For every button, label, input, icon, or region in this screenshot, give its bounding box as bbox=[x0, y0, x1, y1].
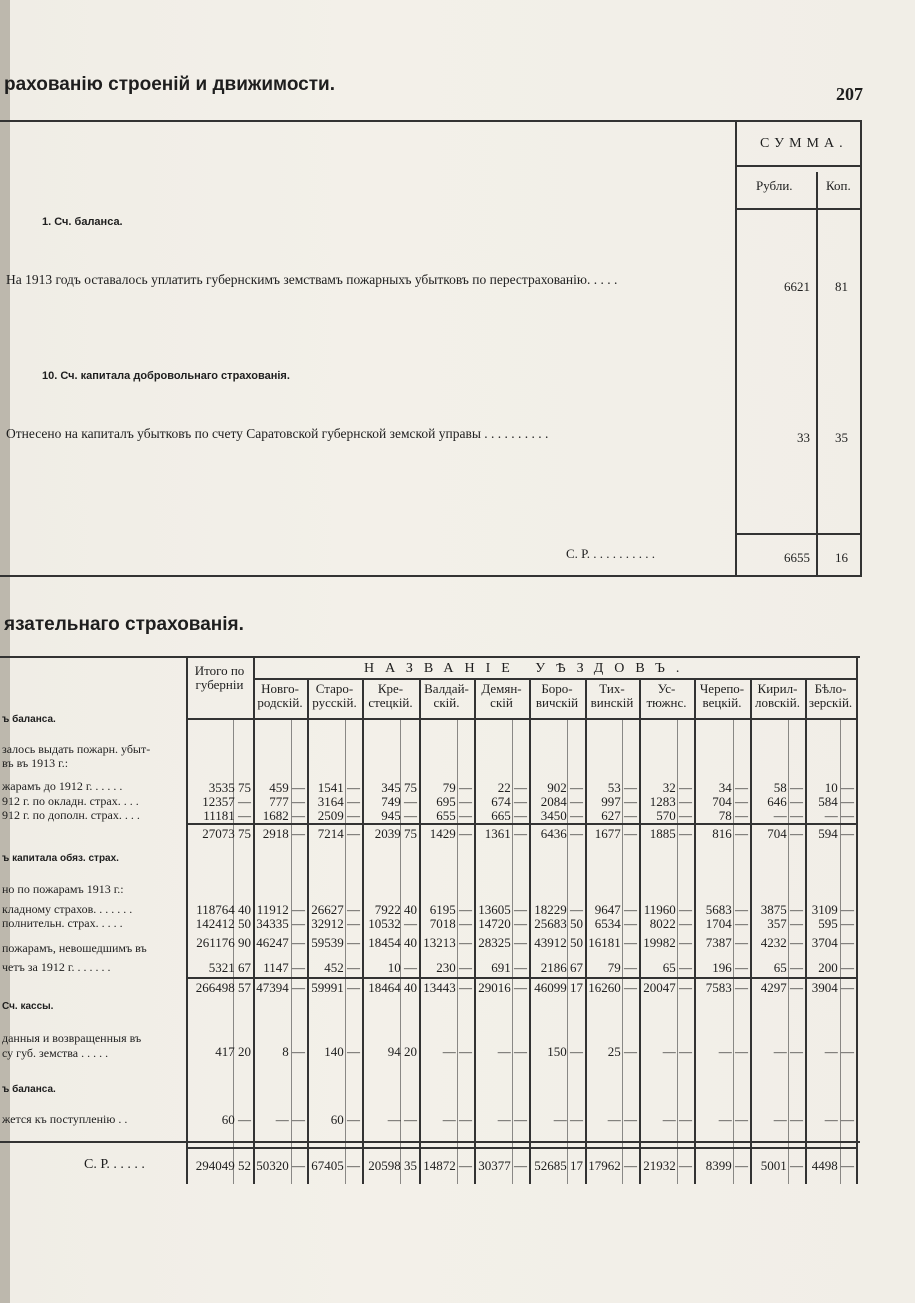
cell-subtotal-3-col4: 18464 40 bbox=[368, 980, 417, 995]
cell-salary-insurance-1913-col5: 6195 — bbox=[429, 902, 472, 917]
cell-cash-issued-col3: 140 — bbox=[324, 1044, 360, 1059]
cell-cash-issued-col4: 94 20 bbox=[387, 1044, 417, 1059]
cell-grand-total-col1: 294049 52 bbox=[195, 1158, 251, 1173]
cell-balance-receipt-col1: 60 — bbox=[221, 1112, 251, 1127]
cell-grand-total-col7: 52685 17 bbox=[534, 1158, 583, 1173]
section-title-top: рахованію строеній и движимости. bbox=[4, 74, 336, 95]
cell-cash-issued-col10: — — bbox=[718, 1044, 748, 1059]
label-remained: залось выдать пожарн. убыт- bbox=[2, 742, 151, 756]
cell-cash-issued-col2: 8 — bbox=[282, 1044, 305, 1059]
cell-additional-insurance-1913-col10: 1704 — bbox=[705, 916, 748, 931]
top-total-kopecks: 16 bbox=[835, 550, 848, 565]
cell-additional-insurance-1913-col7: 25683 50 bbox=[534, 916, 583, 931]
cell-subtotal-1-col3: 7214 — bbox=[317, 826, 360, 841]
table-row bbox=[0, 960, 915, 975]
cell-unreceived-1912-col9: 65 — bbox=[662, 960, 692, 975]
table-row bbox=[0, 1044, 915, 1059]
cell-fires-before-1912-col4: 345 75 bbox=[381, 780, 417, 795]
cell-1912-additional-col6: 665 — bbox=[491, 808, 527, 823]
cell-balance-receipt-col11: — — bbox=[773, 1112, 803, 1127]
districts-header: НАЗВАНІЕ УѢЗДОВЪ. bbox=[364, 661, 691, 676]
cell-additional-insurance-1913-col9: 8022 — bbox=[649, 916, 692, 931]
table-row bbox=[0, 935, 915, 950]
label-total: С. Р. . . . . . bbox=[84, 1157, 145, 1172]
label-balance-2: ъ баланса. bbox=[2, 1084, 56, 1095]
cell-1912-salary-col6: 674 — bbox=[491, 794, 527, 809]
column-header-12: Бѣло-зерскій. bbox=[808, 681, 853, 710]
cell-balance-receipt-col12: — — bbox=[824, 1112, 854, 1127]
label-1912-add: 912 г. по дополн. страх. . . . bbox=[2, 808, 140, 822]
cell-salary-insurance-1913-col12: 3109 — bbox=[811, 902, 854, 917]
cell-subtotal-3-col10: 7583 — bbox=[705, 980, 748, 995]
cell-salary-insurance-1913-col1: 118764 40 bbox=[196, 902, 251, 917]
cell-subtotal-2-col9: 19982 — bbox=[643, 935, 692, 950]
cell-unreceived-1912-col4: 10 — bbox=[387, 960, 417, 975]
cell-subtotal-2-col1: 261176 90 bbox=[196, 935, 251, 950]
cell-1912-additional-col3: 2509 — bbox=[317, 808, 360, 823]
cell-unreceived-1912-col3: 452 — bbox=[324, 960, 360, 975]
label-unrecv-2: четъ за 1912 г. . . . . . . bbox=[2, 960, 111, 974]
cell-subtotal-3-col9: 20047 — bbox=[643, 980, 692, 995]
label-add-ins: полнительн. страх. . . . . bbox=[2, 916, 123, 930]
cell-cash-issued-col5: — — bbox=[442, 1044, 472, 1059]
column-header-7: Боро-вичскій bbox=[535, 681, 579, 710]
cell-1912-salary-col9: 1283 — bbox=[649, 794, 692, 809]
cell-subtotal-1-col12: 594 — bbox=[818, 826, 854, 841]
cell-subtotal-3-col6: 29016 — bbox=[478, 980, 527, 995]
column-header-1: Итого по губерніи bbox=[194, 663, 245, 692]
cell-balance-receipt-col9: — — bbox=[662, 1112, 692, 1127]
cell-subtotal-1-col9: 1885 — bbox=[649, 826, 692, 841]
cell-balance-receipt-col2: — — bbox=[275, 1112, 305, 1127]
cell-fires-before-1912-col7: 902 — bbox=[547, 780, 583, 795]
entry-1-rubles: 6621 bbox=[784, 279, 810, 294]
cell-grand-total-col5: 14872 — bbox=[423, 1158, 472, 1173]
cell-subtotal-3-col12: 3904 — bbox=[811, 980, 854, 995]
column-header-8: Тих-винскій bbox=[590, 681, 634, 710]
cell-1912-additional-col8: 627 — bbox=[601, 808, 637, 823]
cell-1912-additional-col9: 570 — bbox=[656, 808, 692, 823]
cell-subtotal-1-col11: 704 — bbox=[767, 826, 803, 841]
cell-cash-issued-col6: — — bbox=[497, 1044, 527, 1059]
label-salary-ins: кладному страхов. . . . . . . bbox=[2, 902, 133, 916]
cell-unreceived-1912-col11: 65 — bbox=[773, 960, 803, 975]
cell-subtotal-1-col2: 2918 — bbox=[262, 826, 305, 841]
cell-cash-issued-col11: — — bbox=[773, 1044, 803, 1059]
label-1912-salary: 912 г. по окладн. страх. . . . bbox=[2, 794, 139, 808]
cell-fires-before-1912-col11: 58 — bbox=[773, 780, 803, 795]
cell-balance-receipt-col4: — — bbox=[387, 1112, 417, 1127]
cell-subtotal-2-col6: 28325 — bbox=[478, 935, 527, 950]
cell-fires-before-1912-col10: 34 — bbox=[718, 780, 748, 795]
cell-salary-insurance-1913-col7: 18229 — bbox=[534, 902, 583, 917]
cell-subtotal-2-col3: 59539 — bbox=[311, 935, 360, 950]
cell-subtotal-2-col4: 18454 40 bbox=[368, 935, 417, 950]
cell-fires-before-1912-col3: 1541 — bbox=[317, 780, 360, 795]
cell-1912-additional-col10: 78 — bbox=[718, 808, 748, 823]
cell-1912-salary-col11: 646 — bbox=[767, 794, 803, 809]
kopecks-header: Коп. bbox=[826, 178, 851, 193]
cell-1912-salary-col4: 749 — bbox=[381, 794, 417, 809]
table-row bbox=[0, 808, 915, 823]
cell-subtotal-2-col11: 4232 — bbox=[760, 935, 803, 950]
cell-additional-insurance-1913-col12: 595 — bbox=[818, 916, 854, 931]
entry-2-rubles: 33 bbox=[797, 430, 810, 445]
column-header-4: Кре-стецкій. bbox=[368, 681, 413, 710]
cell-balance-receipt-col3: 60 — bbox=[330, 1112, 360, 1127]
cell-subtotal-1-col8: 1677 — bbox=[594, 826, 637, 841]
cell-subtotal-2-col7: 43912 50 bbox=[534, 935, 583, 950]
entry-1-text: На 1913 годъ оставалось уплатить губернскимъ земствамъ пожарныхъ убытковъ по перестрахованію. . . . . bbox=[6, 272, 618, 287]
cell-subtotal-2-col8: 16181 — bbox=[588, 935, 637, 950]
cell-1912-additional-col5: 655 — bbox=[436, 808, 472, 823]
cell-subtotal-3-col7: 46099 17 bbox=[534, 980, 583, 995]
cell-subtotal-1-col4: 2039 75 bbox=[374, 826, 417, 841]
cell-cash-issued-col7: 150 — bbox=[547, 1044, 583, 1059]
cell-grand-total-col2: 50320 — bbox=[256, 1158, 305, 1173]
cell-subtotal-1-col6: 1361 — bbox=[484, 826, 527, 841]
page-number: 207 bbox=[836, 84, 863, 104]
cell-cash-issued-col9: — — bbox=[662, 1044, 692, 1059]
cell-cash-issued-col8: 25 — bbox=[607, 1044, 637, 1059]
cell-additional-insurance-1913-col4: 10532 — bbox=[368, 916, 417, 931]
label-fires-1912: жарамъ до 1912 г. . . . . . bbox=[2, 779, 123, 793]
entry-1-kopecks: 81 bbox=[835, 279, 848, 294]
cell-subtotal-1-col7: 6436 — bbox=[540, 826, 583, 841]
cell-salary-insurance-1913-col11: 3875 — bbox=[760, 902, 803, 917]
cell-fires-before-1912-col2: 459 — bbox=[269, 780, 305, 795]
cell-fires-before-1912-col1: 3535 75 bbox=[208, 780, 251, 795]
cell-additional-insurance-1913-col11: 357 — bbox=[767, 916, 803, 931]
cell-1912-additional-col12: — — bbox=[824, 808, 854, 823]
cell-salary-insurance-1913-col10: 5683 — bbox=[705, 902, 748, 917]
rubles-header: Рубли. bbox=[756, 178, 793, 193]
cell-additional-insurance-1913-col3: 32912 — bbox=[311, 916, 360, 931]
column-header-5: Валдай-скій. bbox=[424, 681, 469, 710]
cell-unreceived-1912-col12: 200 — bbox=[818, 960, 854, 975]
cell-1912-salary-col5: 695 — bbox=[436, 794, 472, 809]
cell-grand-total-col11: 5001 — bbox=[760, 1158, 803, 1173]
cell-1912-additional-col7: 3450 — bbox=[540, 808, 583, 823]
cell-unreceived-1912-col5: 230 — bbox=[436, 960, 472, 975]
top-total-label: С. Р. . . . . . . . . . . bbox=[566, 546, 656, 561]
cell-additional-insurance-1913-col5: 7018 — bbox=[429, 916, 472, 931]
table-row bbox=[0, 1158, 915, 1173]
cell-additional-insurance-1913-col8: 6534 — bbox=[594, 916, 637, 931]
cell-balance-receipt-col8: — — bbox=[607, 1112, 637, 1127]
entry-1-title: 1. Сч. баланса. bbox=[42, 216, 123, 228]
cell-fires-before-1912-col9: 32 — bbox=[662, 780, 692, 795]
entry-2-title: 10. Сч. капитала добровольнаго страхованія. bbox=[42, 370, 290, 382]
cell-subtotal-1-col10: 816 — bbox=[712, 826, 748, 841]
cell-subtotal-3-col11: 4297 — bbox=[760, 980, 803, 995]
cell-subtotal-2-col5: 13213 — bbox=[423, 935, 472, 950]
table-row bbox=[0, 826, 915, 841]
table-row bbox=[0, 794, 915, 809]
label-fires-1913: но по пожарамъ 1913 г.: bbox=[2, 882, 124, 896]
column-header-11: Кирил-ловскій. bbox=[755, 681, 800, 710]
table-row bbox=[0, 916, 915, 931]
cell-additional-insurance-1913-col2: 34335 — bbox=[256, 916, 305, 931]
cell-subtotal-2-col12: 3704 — bbox=[811, 935, 854, 950]
cell-fires-before-1912-col12: 10 — bbox=[824, 780, 854, 795]
column-header-2: Новго-родскій. bbox=[257, 681, 303, 710]
label-receipt: жется къ поступленію . . bbox=[2, 1112, 128, 1126]
cell-unreceived-1912-col7: 2186 67 bbox=[540, 960, 583, 975]
cell-grand-total-col6: 30377 — bbox=[478, 1158, 527, 1173]
cell-grand-total-col10: 8399 — bbox=[705, 1158, 748, 1173]
cell-grand-total-col3: 67405 — bbox=[311, 1158, 360, 1173]
cell-1912-salary-col2: 777 — bbox=[269, 794, 305, 809]
label-issued: данныя и возвращенныя въ bbox=[2, 1031, 142, 1045]
cell-unreceived-1912-col1: 5321 67 bbox=[208, 960, 251, 975]
cell-subtotal-1-col5: 1429 — bbox=[429, 826, 472, 841]
label-unrecv: пожарамъ, невошедшимъ въ bbox=[2, 941, 147, 955]
label-issued-2: су губ. земства . . . . . bbox=[2, 1046, 109, 1060]
top-total-rubles: 6655 bbox=[784, 550, 810, 565]
cell-grand-total-col8: 17962 — bbox=[588, 1158, 637, 1173]
cell-grand-total-col4: 20598 35 bbox=[368, 1158, 417, 1173]
column-header-3: Старо-русскій. bbox=[312, 681, 357, 710]
cell-unreceived-1912-col6: 691 — bbox=[491, 960, 527, 975]
cell-balance-receipt-col6: — — bbox=[497, 1112, 527, 1127]
cell-subtotal-3-col8: 16260 — bbox=[588, 980, 637, 995]
cell-balance-receipt-col7: — — bbox=[553, 1112, 583, 1127]
column-header-6: Демян-скій bbox=[481, 681, 522, 710]
cell-salary-insurance-1913-col8: 9647 — bbox=[594, 902, 637, 917]
entry-2-kopecks: 35 bbox=[835, 430, 848, 445]
cell-additional-insurance-1913-col6: 14720 — bbox=[478, 916, 527, 931]
cell-1912-additional-col1: 11181 — bbox=[203, 808, 251, 823]
cell-balance-receipt-col5: — — bbox=[442, 1112, 472, 1127]
cell-subtotal-2-col2: 46247 — bbox=[256, 935, 305, 950]
cell-1912-additional-col2: 1682 — bbox=[262, 808, 305, 823]
column-header-10: Черепо-вецкій. bbox=[699, 681, 745, 710]
label-cash: Сч. кассы. bbox=[2, 1001, 54, 1012]
cell-subtotal-2-col10: 7387 — bbox=[705, 935, 748, 950]
table-row bbox=[0, 780, 915, 795]
table-row bbox=[0, 980, 915, 995]
cell-fires-before-1912-col6: 22 — bbox=[497, 780, 527, 795]
label-capital: ъ капитала обяз. страх. bbox=[2, 853, 119, 864]
table-row bbox=[0, 902, 915, 917]
label-remained-2: въ въ 1913 г.: bbox=[2, 756, 69, 770]
cell-subtotal-3-col5: 13443 — bbox=[423, 980, 472, 995]
cell-fires-before-1912-col8: 53 — bbox=[607, 780, 637, 795]
sum-column-header: СУММА. bbox=[760, 136, 848, 151]
cell-cash-issued-col1: 417 20 bbox=[215, 1044, 251, 1059]
cell-1912-salary-col8: 997 — bbox=[601, 794, 637, 809]
cell-subtotal-3-col2: 47394 — bbox=[256, 980, 305, 995]
cell-1912-salary-col1: 12357 — bbox=[202, 794, 251, 809]
cell-1912-additional-col4: 945 — bbox=[381, 808, 417, 823]
cell-salary-insurance-1913-col9: 11960 — bbox=[643, 902, 692, 917]
cell-grand-total-col12: 4498 — bbox=[811, 1158, 854, 1173]
page-edge bbox=[0, 0, 10, 1303]
column-header-9: Ус-тюжнс. bbox=[646, 681, 687, 710]
label-balance: ъ баланса. bbox=[2, 714, 56, 725]
entry-2-text: Отнесено на капиталъ убытковъ по счету Саратовской губернской земской управы . . . . . . . . . . bbox=[6, 426, 549, 441]
cell-1912-salary-col3: 3164 — bbox=[317, 794, 360, 809]
cell-salary-insurance-1913-col6: 13605 — bbox=[478, 902, 527, 917]
cell-balance-receipt-col10: — — bbox=[718, 1112, 748, 1127]
cell-subtotal-1-col1: 27073 75 bbox=[202, 826, 251, 841]
section-title-bottom: язательнаго страхованія. bbox=[4, 614, 244, 635]
cell-salary-insurance-1913-col2: 11912 — bbox=[256, 902, 305, 917]
cell-salary-insurance-1913-col3: 26627 — bbox=[311, 902, 360, 917]
cell-unreceived-1912-col8: 79 — bbox=[607, 960, 637, 975]
cell-1912-additional-col11: — — bbox=[773, 808, 803, 823]
cell-subtotal-3-col1: 266498 57 bbox=[195, 980, 251, 995]
cell-fires-before-1912-col5: 79 — bbox=[442, 780, 472, 795]
table-row bbox=[0, 1112, 915, 1127]
cell-salary-insurance-1913-col4: 7922 40 bbox=[374, 902, 417, 917]
cell-cash-issued-col12: — — bbox=[824, 1044, 854, 1059]
cell-additional-insurance-1913-col1: 142412 50 bbox=[195, 916, 251, 931]
cell-1912-salary-col12: 584 — bbox=[818, 794, 854, 809]
cell-unreceived-1912-col10: 196 — bbox=[712, 960, 748, 975]
cell-1912-salary-col10: 704 — bbox=[712, 794, 748, 809]
cell-grand-total-col9: 21932 — bbox=[643, 1158, 692, 1173]
cell-unreceived-1912-col2: 1147 — bbox=[263, 960, 305, 975]
cell-subtotal-3-col3: 59991 — bbox=[311, 980, 360, 995]
cell-1912-salary-col7: 2084 — bbox=[540, 794, 583, 809]
